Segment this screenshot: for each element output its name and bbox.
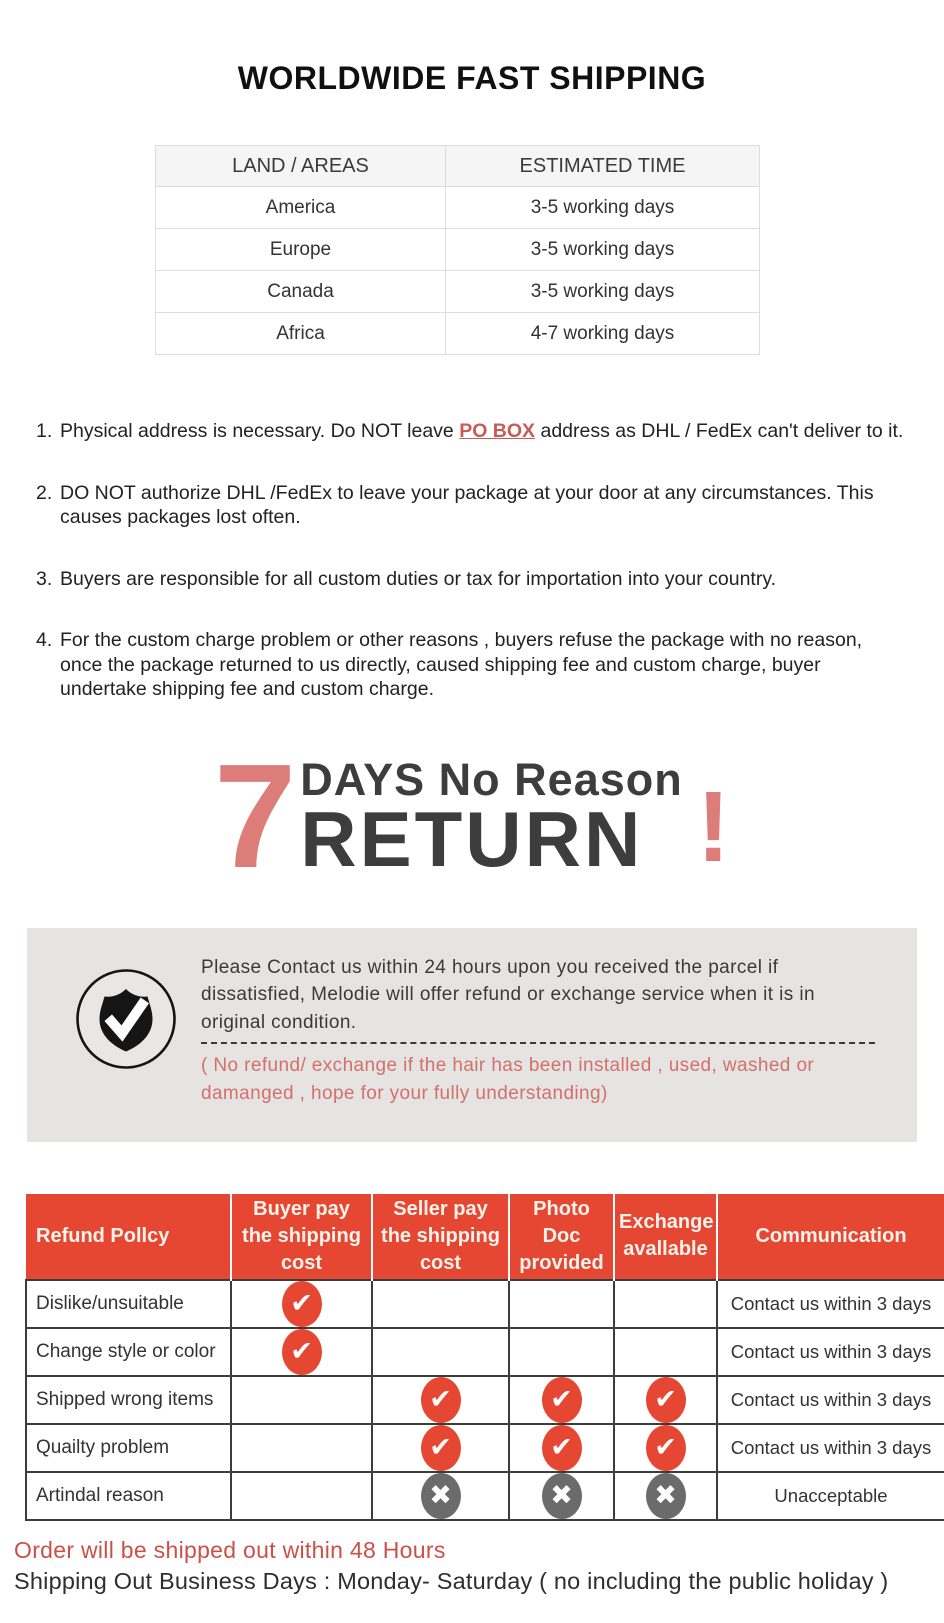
- banner-exclamation: !: [696, 770, 731, 883]
- note-text: DO NOT authorize DHL /FedEx to leave your package at your door at any circumstances. This causes packages lost often.: [60, 481, 874, 529]
- refund-mark-cell: [372, 1376, 509, 1424]
- shipping-region-cell: Africa: [156, 313, 446, 355]
- refund-header-photo-doc: Photo Doc provided: [509, 1194, 614, 1280]
- note-number: 2.: [36, 481, 53, 504]
- note-item-4: [36, 628, 916, 702]
- refund-mark-cell: [231, 1376, 372, 1424]
- refund-communication-cell: Unacceptable: [717, 1472, 944, 1520]
- refund-mark-cell: [614, 1424, 717, 1472]
- shipping-time-cell: 3-5 working days: [446, 271, 760, 313]
- refund-table-header-row: [26, 1194, 944, 1280]
- shipping-region-cell: Europe: [156, 229, 446, 271]
- refund-table-row: [26, 1472, 944, 1520]
- footer-business-days: Shipping Out Business Days : Monday- Saturday ( no including the public holiday ): [14, 1567, 889, 1594]
- refund-table-row: [26, 1376, 944, 1424]
- shipping-time-cell: 3-5 working days: [446, 187, 760, 229]
- refund-mark-cell: [231, 1424, 372, 1472]
- note-number: 3.: [36, 567, 53, 590]
- refund-mark-cell: [372, 1280, 509, 1328]
- check-icon: ✔: [421, 1377, 461, 1423]
- banner-days-no-reason: DAYS No Reason: [300, 754, 683, 806]
- refund-row-label: Dislike/unsuitable: [26, 1280, 231, 1328]
- notice-red-note: ( No refund/ exchange if the hair has been installed , used, washed or damanged , hope for your fully understanding): [201, 1055, 815, 1104]
- shipping-time-cell: 4-7 working days: [446, 313, 760, 355]
- refund-header-policy: Refund Pollcy: [26, 1194, 231, 1280]
- shield-check-icon: [75, 954, 177, 1142]
- refund-table-row: [26, 1280, 944, 1328]
- cross-icon: ✖: [421, 1473, 461, 1519]
- shipping-table-row: [156, 187, 760, 229]
- refund-mark-cell: [231, 1472, 372, 1520]
- refund-header-seller-pays: Seller pay the shipping cost: [372, 1194, 509, 1280]
- refund-mark-cell: [372, 1424, 509, 1472]
- note-number: 4.: [36, 629, 53, 652]
- shipping-table-row: [156, 313, 760, 355]
- footer-48-hours: Order will be shipped out within 48 Hours: [14, 1536, 446, 1563]
- check-icon: ✔: [542, 1377, 582, 1423]
- shipping-table-row: [156, 271, 760, 313]
- cross-icon: ✖: [542, 1473, 582, 1519]
- refund-policy-table: [25, 1194, 944, 1521]
- refund-mark-cell: [614, 1328, 717, 1376]
- check-icon: ✔: [282, 1281, 322, 1327]
- refund-mark-cell: [372, 1472, 509, 1520]
- check-icon: ✔: [646, 1377, 686, 1423]
- shipping-notes-list: [36, 419, 916, 702]
- refund-mark-cell: [614, 1472, 717, 1520]
- refund-header-buyer-pays: Buyer pay the shipping cost: [231, 1194, 372, 1280]
- refund-row-label: Quailty problem: [26, 1424, 231, 1472]
- refund-row-label: Artindal reason: [26, 1472, 231, 1520]
- refund-mark-cell: [372, 1328, 509, 1376]
- shipping-region-cell: America: [156, 187, 446, 229]
- banner-text: [300, 754, 683, 884]
- shipping-header-estimated-time: ESTIMATED TIME: [446, 146, 760, 187]
- refund-mark-cell: [509, 1472, 614, 1520]
- shipping-region-cell: Canada: [156, 271, 446, 313]
- shipping-header-land-areas: LAND / AREAS: [156, 146, 446, 187]
- refund-communication-cell: Contact us within 3 days: [717, 1280, 944, 1328]
- refund-mark-cell: [509, 1280, 614, 1328]
- note-item-3: [36, 567, 916, 592]
- note-number: 1.: [36, 420, 53, 442]
- refund-mark-cell: [231, 1328, 372, 1376]
- refund-communication-cell: Contact us within 3 days: [717, 1328, 944, 1376]
- note-item-2: [36, 481, 916, 530]
- note-text: Buyers are responsible for all custom duties or tax for importation into your country.: [60, 567, 777, 590]
- note-item-1: [36, 419, 916, 444]
- shipping-time-cell: 3-5 working days: [446, 229, 760, 271]
- shipping-estimate-table: [155, 145, 760, 355]
- refund-row-label: Change style or color: [26, 1328, 231, 1376]
- refund-mark-cell: [614, 1376, 717, 1424]
- notice-text: Please Contact us within 24 hours upon you received the parcel if dissatisfied, Melodie will offer refund or exchange service when it is in original condition.: [201, 956, 815, 1033]
- refund-table-row: [26, 1424, 944, 1472]
- refund-communication-cell: Contact us within 3 days: [717, 1424, 944, 1472]
- refund-mark-cell: [509, 1328, 614, 1376]
- note-text-post: address as DHL / FedEx can't deliver to it.: [535, 420, 904, 442]
- refund-mark-cell: [231, 1280, 372, 1328]
- note-text: [60, 419, 905, 444]
- footer-shipping-info: [14, 1537, 944, 1595]
- check-icon: ✔: [542, 1425, 582, 1471]
- check-icon: ✔: [421, 1425, 461, 1471]
- refund-mark-cell: [509, 1424, 614, 1472]
- page-title: WORLDWIDE FAST SHIPPING: [237, 60, 707, 96]
- check-icon: ✔: [646, 1425, 686, 1471]
- refund-mark-cell: [509, 1376, 614, 1424]
- note-text-pre: Physical address is necessary. Do NOT leave: [60, 420, 460, 442]
- refund-table-row: [26, 1328, 944, 1376]
- refund-header-communication: Communication: [717, 1194, 944, 1280]
- return-policy-banner: [0, 733, 944, 899]
- refund-mark-cell: [614, 1280, 717, 1328]
- check-icon: ✔: [282, 1329, 322, 1375]
- dashed-divider: [201, 1042, 875, 1044]
- refund-header-exchange: Exchange avallable: [614, 1194, 717, 1280]
- banner-digit-7: 7: [213, 733, 297, 899]
- note-text: For the custom charge problem or other reasons , buyers refuse the package with no reason, once the package returned to us directly, caused shipping fee and custom charge, buyer undertake shipping fee and custom charge.: [60, 629, 863, 701]
- refund-communication-cell: Contact us within 3 days: [717, 1376, 944, 1424]
- shipping-table-row: [156, 229, 760, 271]
- banner-return: RETURN: [300, 795, 644, 884]
- po-box-highlight: PO BOX: [459, 420, 536, 442]
- shipping-table-header-row: [156, 146, 760, 187]
- refund-row-label: Shipped wrong items: [26, 1376, 231, 1424]
- shipping-table-body: [156, 187, 760, 355]
- refund-table-body: [26, 1280, 944, 1520]
- notice-body: [201, 954, 895, 1142]
- refund-notice-box: [27, 928, 917, 1142]
- cross-icon: ✖: [646, 1473, 686, 1519]
